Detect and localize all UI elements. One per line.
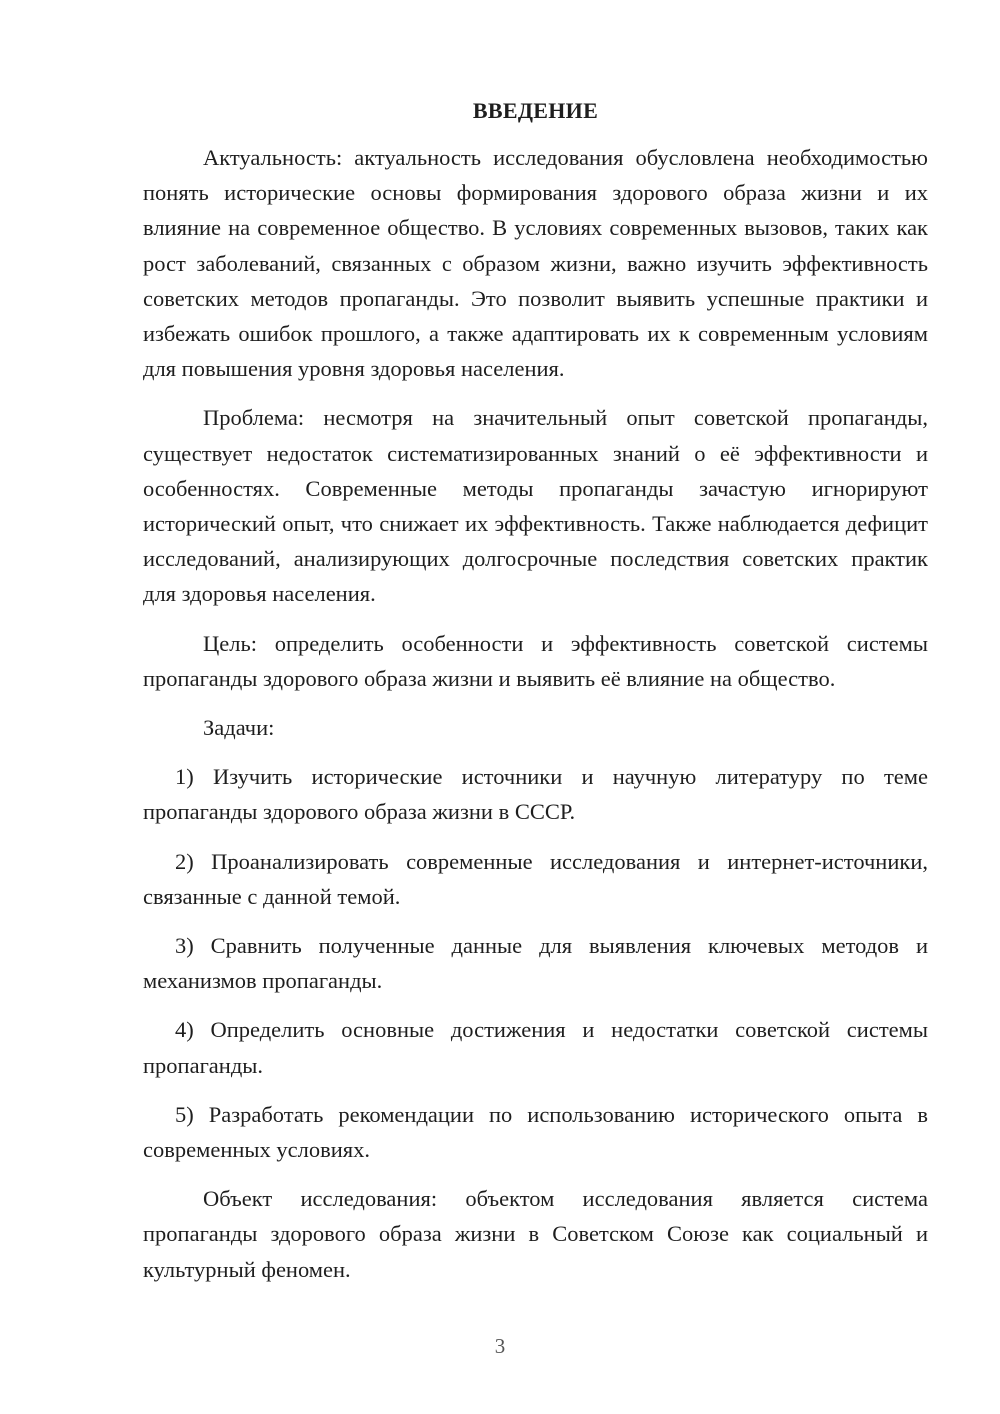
section-title: ВВЕДЕНИЕ [472,98,599,123]
task-item-2: 2) Проанализировать современные исследования и интернет-источники, связанные с данной темой. [143,848,928,909]
task-item-1: 1) Изучить исторические источники и научную литературу по теме пропаганды здорового образа жизни в СССР. [143,764,928,825]
document-page [143,96,928,1295]
relevance-paragraph: Актуальность: актуальность исследования обусловлена необходимостью понять исторические основы формирования здорового образа жизни и их влияние на современное общество. В условиях современных вызовов, таких как рост заболеваний, связанных с образом жизни, важно изучить эффективность советских методов пропаганды. Это позволит выявить успешные практики и избежать ошибок прошлого, а также адаптировать их к современным условиям для повышения уровня здоровья населения. [143,145,928,382]
tasks-heading: Задачи: [203,715,275,741]
task-item-5: 5) Разработать рекомендации по использованию исторического опыта в современных условиях. [143,1101,928,1163]
goal-paragraph: Цель: определить особенности и эффективность советской системы пропаганды здорового образа жизни и выявить её влияние на общество. [143,630,928,691]
page-number: 3 [494,1334,506,1358]
research-object-paragraph: Объект исследования: объектом исследования является система пропаганды здорового образа жизни в Советском Союзе как социальный и культурный феномен. [143,1186,928,1282]
task-item-3: 3) Сравнить полученные данные для выявления ключевых методов и механизмов пропаганды. [143,933,928,994]
problem-paragraph: Проблема: несмотря на значительный опыт советской пропаганды, существует недостаток систематизированных знаний о её эффективности и особенностях. Современные методы пропаганды зачастую игнорируют исторический опыт, что снижает их эффективность. Также наблюдается дефицит исследований, анализирующих долгосрочные последствия советских практик для здоровья населения. [143,405,928,607]
task-item-4: 4) Определить основные достижения и недостатки советской системы пропаганды. [143,1017,928,1078]
